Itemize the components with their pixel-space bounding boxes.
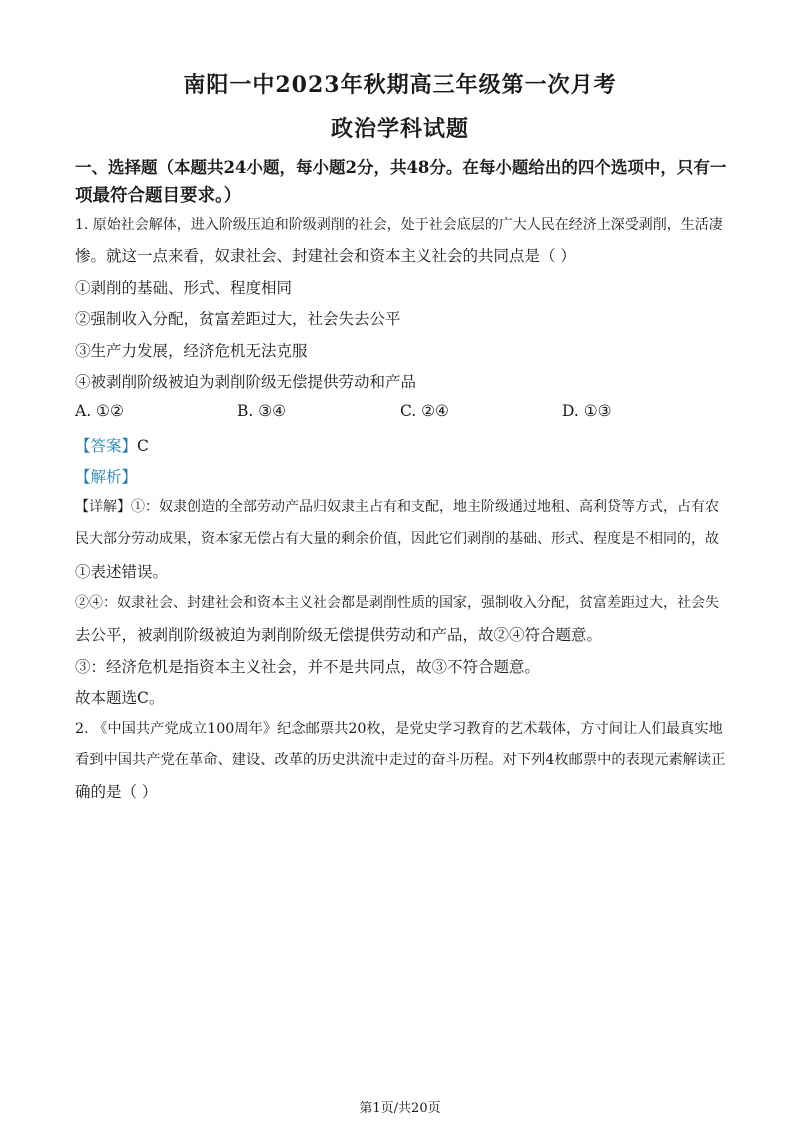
q1-option-3: ③生产力发展，经济危机无法克服 xyxy=(75,342,308,360)
q1-answer xyxy=(75,434,725,456)
exam-subtitle: 政治学科试题 xyxy=(330,116,469,142)
q2-stem-line1: 2. 《中国共产党成立100周年》纪念邮票共20枚，是党史学习教育的艺术载体，方寸间让人们最真实地 xyxy=(75,721,723,737)
q2-stem-line3: 确的是（ ） xyxy=(75,783,158,801)
q1-option-1: ①剥削的基础、形式、程度相同 xyxy=(75,279,293,297)
q1-choice-b: B. ③④ xyxy=(237,402,287,420)
q1-detail-line4: ②④：奴隶社会、封建社会和资本主义社会都是剥削性质的国家，强制收入分配，贫富差距过大，社会失 xyxy=(75,595,719,611)
answer-tag: 【答案】 xyxy=(75,437,138,455)
q1-detail-line3: ①表述错误。 xyxy=(75,563,169,581)
q1-analysis xyxy=(75,465,725,487)
q1-stem-line2: 惨。就这一点来看，奴隶社会、封建社会和资本主义社会的共同点是（ ） xyxy=(75,247,576,265)
page-number: 第1页/共20页 xyxy=(359,1101,441,1116)
detail-tag: 【详解】 xyxy=(75,499,131,515)
section-heading-line1: 一、选择题（本题共24小题，每小题2分，共48分。在每小题给出的四个选项中，只有一 xyxy=(75,158,727,177)
q1-choice-d: D. ①③ xyxy=(562,402,612,420)
q1-detail-line2: 民大部分劳动成果，资本家无偿占有大量的剩余价值，因此它们剥削的基础、形式、程度是不相同的，故 xyxy=(75,531,719,547)
answer-value: C xyxy=(137,437,149,455)
q1-detail-line7: 故本题选C。 xyxy=(75,689,165,707)
exam-title: 南阳一中2023年秋期高三年级第一次月考 xyxy=(183,72,617,98)
q2-stem-line2: 看到中国共产党在革命、建设、改革的历史洪流中走过的奋斗历程。对下列4枚邮票中的表现元素解读正 xyxy=(75,752,726,768)
detail-text-1: ①：奴隶创造的全部劳动产品归奴隶主占有和支配，地主阶级通过地租、高利贷等方式，占有农 xyxy=(131,499,719,515)
section-heading-line2: 项最符合题目要求。） xyxy=(75,186,242,206)
q1-detail-line5: 去公平，被剥削阶级被迫为剥削阶级无偿提供劳动和产品，故②④符合题意。 xyxy=(75,626,603,644)
q1-detail-line1 xyxy=(75,496,725,516)
q1-stem-line1: 1. 原始社会解体，进入阶级压迫和阶级剥削的社会，处于社会底层的广大人民在经济上深受剥削，生活凄 xyxy=(75,217,723,233)
q1-choice-c: C. ②④ xyxy=(400,402,449,420)
q1-choice-a: A. ①② xyxy=(75,402,124,420)
q1-detail-line6: ③：经济危机是指资本主义社会，并不是共同点，故③不符合题意。 xyxy=(75,658,541,676)
q1-option-4: ④被剥削阶级被迫为剥削阶级无偿提供劳动和产品 xyxy=(75,373,417,391)
q1-option-2: ②强制收入分配，贫富差距过大，社会失去公平 xyxy=(75,310,401,328)
analysis-tag: 【解析】 xyxy=(75,468,138,486)
